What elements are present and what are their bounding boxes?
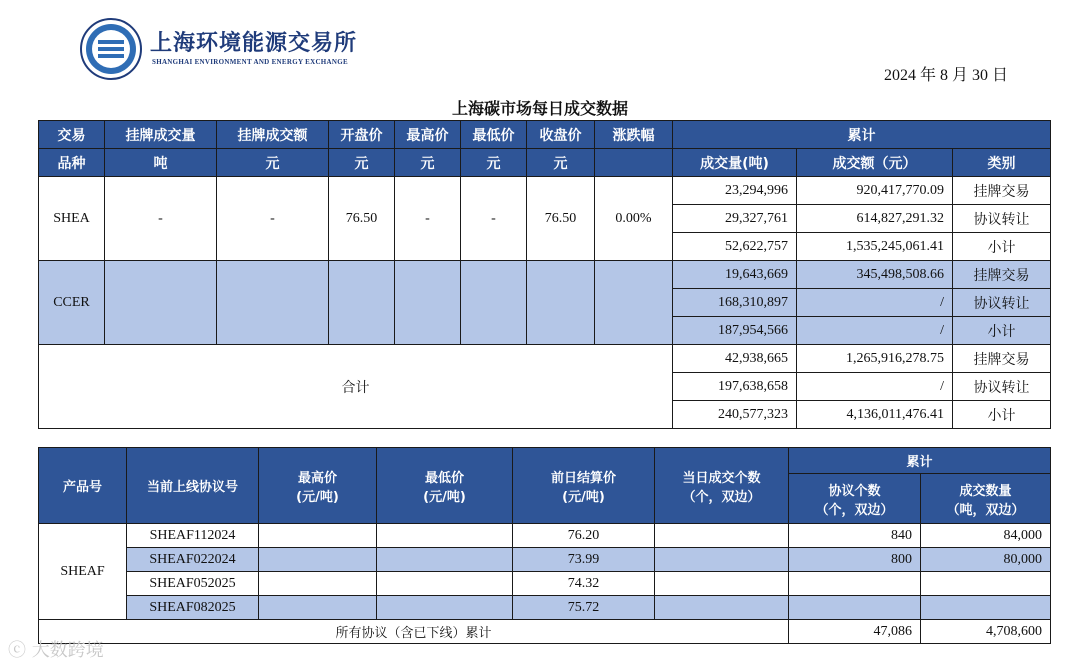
settle-price: 75.72 — [513, 596, 655, 620]
low-price — [377, 524, 513, 548]
header-product-no: 产品号 — [39, 448, 127, 524]
header-cum-count — [789, 474, 921, 524]
table-row — [39, 596, 1051, 620]
header-low-label: 最低价 — [424, 470, 464, 486]
cum-volume — [921, 596, 1051, 620]
high-price — [259, 548, 377, 572]
low-price — [377, 596, 513, 620]
unit-change — [595, 149, 673, 177]
shea-high: - — [395, 177, 461, 261]
cum-volume: 23,294,996 — [673, 177, 797, 205]
header-high-label: 最高价 — [297, 470, 337, 486]
table-row — [39, 620, 1051, 644]
header-product: 交易 — [39, 121, 105, 149]
header-cum-type: 类别 — [953, 149, 1051, 177]
cum-type: 挂牌交易 — [953, 345, 1051, 373]
header-cum-volume: 成交量(吨) — [673, 149, 797, 177]
watermark-icon: ⓒ — [8, 640, 26, 661]
header-close: 收盘价 — [527, 121, 595, 149]
header — [0, 0, 1080, 95]
cum-type: 小计 — [953, 317, 1051, 345]
header-contract: 当前上线协议号 — [127, 448, 259, 524]
ccer-listed-amount — [217, 261, 329, 345]
table-row — [39, 572, 1051, 596]
header-cum-amount: 成交额（元） — [797, 149, 953, 177]
unit-listed-amount: 元 — [217, 149, 329, 177]
shea-open: 76.50 — [329, 177, 395, 261]
unit-high: 元 — [395, 149, 461, 177]
ccer-change — [595, 261, 673, 345]
table-row — [39, 177, 1051, 205]
header-count-unit: （个，双边） — [682, 489, 761, 505]
cum-volume: 84,000 — [921, 524, 1051, 548]
cum-count: 840 — [789, 524, 921, 548]
low-price — [377, 572, 513, 596]
cum-amount: 614,827,291.32 — [797, 205, 953, 233]
daily-trading-table — [38, 120, 1051, 429]
contract-id: SHEAF082025 — [127, 596, 259, 620]
header-cumulative-2: 累计 — [789, 448, 1051, 474]
header-open: 开盘价 — [329, 121, 395, 149]
high-price — [259, 596, 377, 620]
shea-listed-volume: - — [105, 177, 217, 261]
header-settle-unit: (元/吨) — [562, 489, 605, 505]
exchange-logo — [80, 18, 142, 80]
cum-amount: 1,265,916,278.75 — [797, 345, 953, 373]
cum-amount: 920,417,770.09 — [797, 177, 953, 205]
cum-volume: 240,577,323 — [673, 401, 797, 429]
cum-volume: 168,310,897 — [673, 289, 797, 317]
cum-type: 协议转让 — [953, 205, 1051, 233]
header-cum-volume-2 — [921, 474, 1051, 524]
cum-volume: 187,954,566 — [673, 317, 797, 345]
high-price — [259, 572, 377, 596]
cum-amount: / — [797, 289, 953, 317]
daily-count — [655, 572, 789, 596]
shea-change: 0.00% — [595, 177, 673, 261]
cum-volume: 29,327,761 — [673, 205, 797, 233]
cum-volume: 80,000 — [921, 548, 1051, 572]
cum-amount: / — [797, 373, 953, 401]
cum-amount: 1,535,245,061.41 — [797, 233, 953, 261]
header-high-price — [259, 448, 377, 524]
cum-type: 协议转让 — [953, 373, 1051, 401]
cum-type: 挂牌交易 — [953, 261, 1051, 289]
high-price — [259, 524, 377, 548]
settle-price: 76.20 — [513, 524, 655, 548]
ccer-high — [395, 261, 461, 345]
unit-close: 元 — [527, 149, 595, 177]
cum-volume — [921, 572, 1051, 596]
shea-close: 76.50 — [527, 177, 595, 261]
unit-open: 元 — [329, 149, 395, 177]
cum-amount: / — [797, 317, 953, 345]
header-settle-label: 前日结算价 — [550, 470, 616, 486]
product-shea: SHEA — [39, 177, 105, 261]
daily-count — [655, 548, 789, 572]
contract-id: SHEAF022024 — [127, 548, 259, 572]
header-cumulative: 累计 — [673, 121, 1051, 149]
cum-count — [789, 596, 921, 620]
ccer-low — [461, 261, 527, 345]
report-date: 2024 年 8 月 30 日 — [883, 67, 1008, 84]
header-high-unit: (元/吨) — [296, 489, 339, 505]
page-title: 上海碳市场每日成交数据 — [451, 99, 628, 118]
cum-volume: 42,938,665 — [673, 345, 797, 373]
watermark — [8, 636, 104, 662]
org-name: 上海环境能源交易所 — [150, 30, 358, 56]
header-low-price — [377, 448, 513, 524]
org-name-en: SHANGHAI ENVIRONMENT AND ENERGY EXCHANGE — [152, 58, 348, 66]
header-listed-amount: 挂牌成交额 — [217, 121, 329, 149]
contract-id: SHEAF052025 — [127, 572, 259, 596]
header-count-label: 当日成交个数 — [682, 470, 761, 486]
contract-id: SHEAF112024 — [127, 524, 259, 548]
header-cum-volume-label: 成交数量 — [959, 483, 1012, 499]
cum-count: 800 — [789, 548, 921, 572]
header-cum-count-unit: （个，双边） — [815, 502, 894, 518]
cum-amount: 4,136,011,476.41 — [797, 401, 953, 429]
cum-count — [789, 572, 921, 596]
cum-volume: 19,643,669 — [673, 261, 797, 289]
cum-type: 小计 — [953, 401, 1051, 429]
header-listed-volume: 挂牌成交量 — [105, 121, 217, 149]
header-daily-count — [655, 448, 789, 524]
shea-listed-amount: - — [217, 177, 329, 261]
table-row — [39, 345, 1051, 373]
cum-volume: 197,638,658 — [673, 373, 797, 401]
header-product-2: 品种 — [39, 149, 105, 177]
low-price — [377, 548, 513, 572]
futures-total-label: 所有协议（含已下线）累计 — [39, 620, 789, 644]
cum-type: 小计 — [953, 233, 1051, 261]
settle-price: 74.32 — [513, 572, 655, 596]
table-row — [39, 524, 1051, 548]
header-change: 涨跌幅 — [595, 121, 673, 149]
ccer-close — [527, 261, 595, 345]
header-cum-volume-unit: （吨，双边） — [946, 502, 1025, 518]
daily-count — [655, 596, 789, 620]
header-low-unit: (元/吨) — [423, 489, 466, 505]
ccer-open — [329, 261, 395, 345]
table-row — [39, 548, 1051, 572]
total-label: 合计 — [39, 345, 673, 429]
cum-type: 挂牌交易 — [953, 177, 1051, 205]
header-cum-count-label: 协议个数 — [828, 483, 881, 499]
ccer-listed-volume — [105, 261, 217, 345]
unit-listed-volume: 吨 — [105, 149, 217, 177]
unit-low: 元 — [461, 149, 527, 177]
settle-price: 73.99 — [513, 548, 655, 572]
header-high: 最高价 — [395, 121, 461, 149]
product-ccer: CCER — [39, 261, 105, 345]
futures-table — [38, 447, 1051, 644]
header-settle-price — [513, 448, 655, 524]
header-low: 最低价 — [461, 121, 527, 149]
cum-volume: 52,622,757 — [673, 233, 797, 261]
futures-total-count: 47,086 — [789, 620, 921, 644]
watermark-text: 大数跨境 — [31, 640, 104, 661]
futures-total-volume: 4,708,600 — [921, 620, 1051, 644]
cum-amount: 345,498,508.66 — [797, 261, 953, 289]
product-sheaf: SHEAF — [39, 524, 127, 620]
table-row — [39, 261, 1051, 289]
cum-type: 协议转让 — [953, 289, 1051, 317]
daily-count — [655, 524, 789, 548]
shea-low: - — [461, 177, 527, 261]
